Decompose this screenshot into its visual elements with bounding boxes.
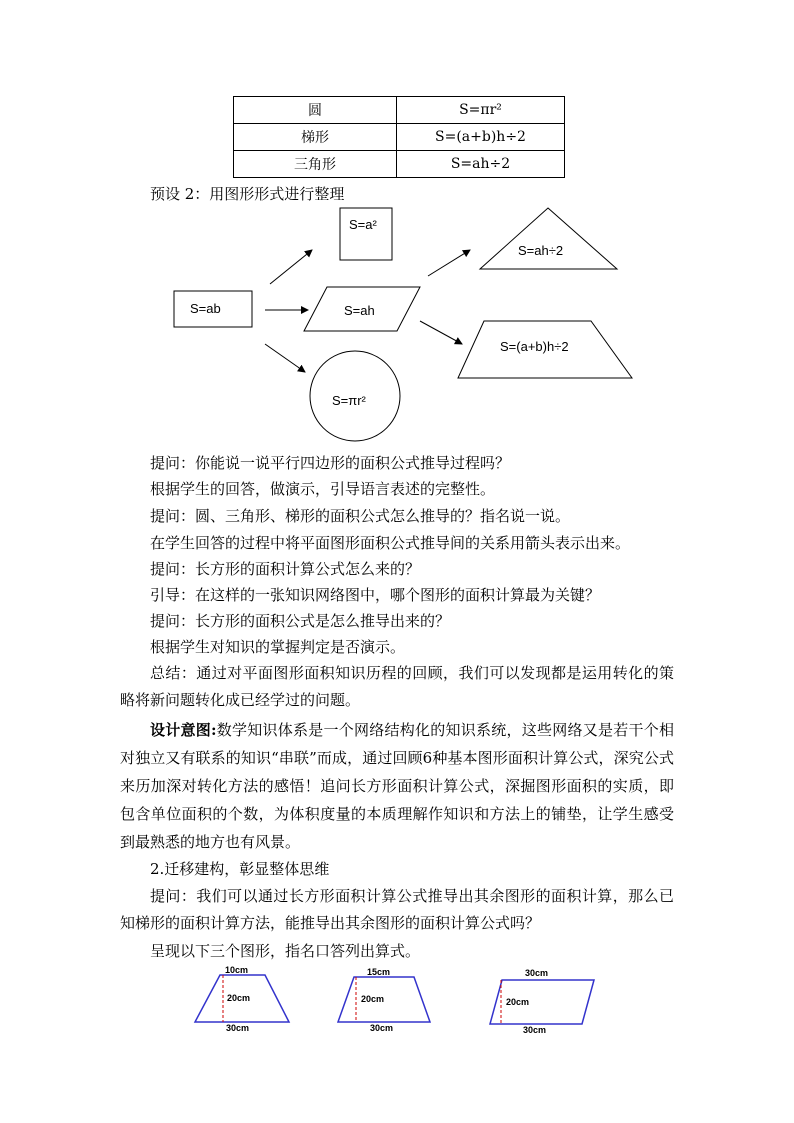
trapezoid-figures	[185, 962, 615, 1037]
table-cell-shape: 圆	[234, 97, 397, 124]
text-line: 提问：你能说一说平行四边形的面积公式推导过程吗？	[150, 454, 511, 472]
arrow-to-triangle	[428, 250, 470, 276]
figure-1-top-label: 10cm	[225, 965, 249, 975]
arrow-to-trapezoid	[420, 321, 462, 344]
text-line: 提问：长方形的面积计算公式怎么来的？	[150, 560, 421, 578]
figure-1-height-label: 20cm	[227, 993, 251, 1003]
figure-1-bottom-label: 30cm	[226, 1023, 250, 1033]
text-line: 根据学生的回答，做演示，引导语言表述的完整性。	[150, 480, 496, 498]
table-cell-shape: 梯形	[234, 124, 397, 151]
design-intent-text: 数学知识体系是一个网络结构化的知识系统，这些网络又是若干个相对独立又有联系的知识“串联”而成，通过回顾6种基本图形面积计算公式，深究公式来历加深对转化方法的感悟！追问长方形面积计算公式，深掘图形面积的实质，即包含单位面积的个数，为体积度量的本质理解作知识和方法上的铺垫，让学生感受到最熟悉的地方也有风景。	[120, 721, 674, 851]
preset-heading: 预设 2：用图形形式进行整理	[150, 185, 345, 203]
figure-2-bottom-label: 30cm	[370, 1023, 394, 1033]
text-line: 在学生回答的过程中将平面图形面积公式推导间的关系用箭头表示出来。	[150, 534, 631, 552]
table-cell-formula: S=(a+b)h÷2	[397, 124, 565, 151]
rectangle-formula: S=ab	[190, 301, 221, 316]
formula-diagram	[160, 200, 640, 450]
text-line: 根据学生对知识的掌握判定是否演示。	[150, 638, 406, 656]
table-cell-formula: S=ah÷2	[397, 151, 565, 178]
square-formula: S=a²	[349, 217, 377, 232]
arrow-to-square	[270, 250, 312, 284]
arrow-to-circle	[265, 344, 305, 372]
text-line: 提问：圆、三角形、梯形的面积公式怎么推导的？指名说一说。	[150, 507, 571, 525]
table-row	[234, 151, 565, 178]
table-row	[234, 97, 565, 124]
figure-3-bottom-label: 30cm	[523, 1025, 547, 1035]
present-line: 呈现以下三个图形，指名口答列出算式。	[150, 942, 421, 960]
question-paragraph: 提问：我们可以通过长方形面积计算公式推导出其余图形的面积计算，那么已知梯形的面积计算方法，能推导出其余图形的面积计算公式吗？	[120, 887, 674, 932]
table-cell-formula: S=πr²	[397, 97, 565, 124]
figure-2-height-label: 20cm	[361, 994, 385, 1004]
design-intent-label: 设计意图:	[150, 721, 217, 739]
parallelogram-formula: S=ah	[344, 303, 375, 318]
triangle-formula: S=ah÷2	[518, 243, 564, 258]
section-heading: 2.迁移建构，彰显整体思维	[150, 860, 330, 878]
table-row	[234, 124, 565, 151]
circle-formula: S=πr²	[332, 393, 366, 408]
trapezoid-formula: S=(a+b)h÷2	[500, 339, 569, 354]
summary-paragraph: 总结：通过对平面图形面积知识历程的回顾，我们可以发现都是运用转化的策略将新问题转化成已经学过的问题。	[120, 664, 674, 709]
table-cell-shape: 三角形	[234, 151, 397, 178]
figure-3-height-label: 20cm	[506, 997, 530, 1007]
figure-3-top-label: 30cm	[525, 968, 549, 978]
text-line: 提问：长方形的面积公式是怎么推导出来的？	[150, 612, 451, 630]
text-line: 引导：在这样的一张知识网络图中，哪个图形的面积计算最为关键？	[150, 586, 601, 604]
square-shape	[340, 208, 392, 260]
formula-table	[233, 96, 565, 178]
design-intent-paragraph	[120, 716, 674, 856]
figure-2-top-label: 15cm	[367, 967, 391, 977]
triangle-shape	[480, 208, 617, 269]
